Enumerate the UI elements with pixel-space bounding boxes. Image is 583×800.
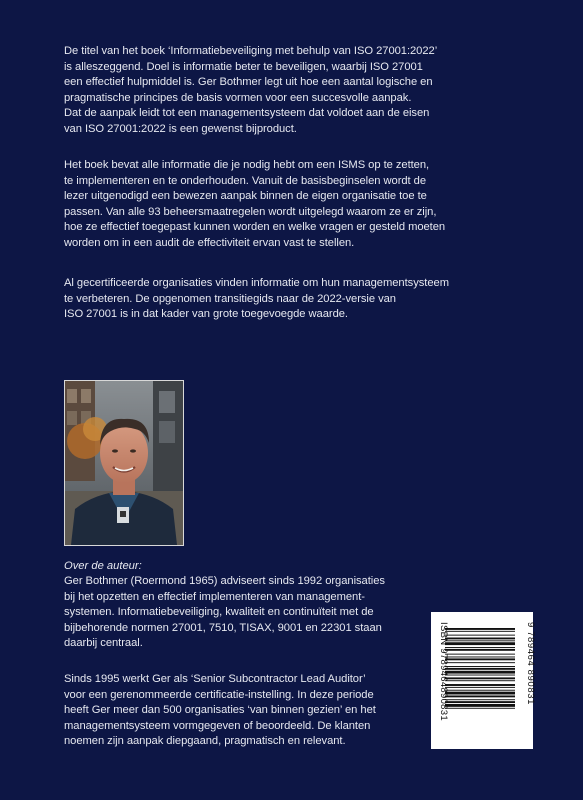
barcode-bar <box>445 658 515 660</box>
barcode-bar <box>445 635 515 636</box>
barcode-bars <box>445 628 515 709</box>
barcode-bar <box>445 680 515 681</box>
blurb-paragraph-3: Al gecertificeerde organisaties vinden informatie om hun managementsysteem te verbeteren. De opgenomen transitiegids naar de 2022-versie van ISO 27001 is in dat kader van grote toegevoegde waarde. <box>64 277 449 321</box>
blurb-paragraph-1: De titel van het boek ‘Informatiebeveiliging met behulp van ISO 27001:2022’ is alleszeggend. Doel is informatie beter te beveiligen, waarbij ISO 27001 een effectief hulpmiddel is. Ger Bothmer legt uit hoe een aantal logische en pragmatische principes de basis vormen voor een succesvolle aanpak. Dat de aanpak leidt tot een managementsysteem dat voldoet aan de eisen van ISO 27001:2022 is een gewenst bijproduct. <box>64 45 438 135</box>
author-photo <box>64 380 184 546</box>
blurb-paragraph-2: Het boek bevat alle informatie die je nodig hebt om een ISMS op te zetten, te implementeren en te onderhouden. Vanuit de basisbeginselen wordt de lezer uitgenodigd een bewezen aanpak binnen de eigen organisatie toe te passen. Van alle 93 beheersmaatregelen wordt uitgelegd waarom ze er zijn, hoe ze effectief toegepast kunnen worden en welke vragen er gesteld moeten worden om in een audit de effectiviteit ervan vast te stellen. <box>64 159 446 249</box>
barcode-bar <box>445 649 515 651</box>
barcode-bar <box>445 704 515 707</box>
barcode-bar <box>445 657 515 658</box>
barcode-bar <box>445 671 515 674</box>
barcode-bar <box>445 687 515 688</box>
barcode-bar <box>445 668 515 670</box>
barcode-bar <box>445 631 515 632</box>
barcode-bar <box>445 642 515 645</box>
barcode-bar <box>445 695 515 697</box>
barcode-bar <box>445 662 515 663</box>
barcode-bar <box>445 677 515 679</box>
barcode-bar <box>445 692 515 695</box>
barcode-bar <box>445 684 515 686</box>
isbn-barcode <box>431 612 536 749</box>
barcode-bar <box>445 701 515 703</box>
isbn-text: ISBN 9789464890831 <box>438 622 449 721</box>
barcode-bar <box>445 666 515 667</box>
author-heading: Over de auteur: <box>64 560 142 572</box>
barcode-bar <box>445 628 515 630</box>
barcode-bar <box>445 638 515 640</box>
barcode-digits: 9 789464 890831 <box>525 622 536 705</box>
barcode-bar <box>445 647 515 648</box>
barcode-bar <box>445 699 515 700</box>
barcode-bar <box>445 675 515 676</box>
author-bio-paragraph-2: Sinds 1995 werkt Ger als ‘Senior Subcontractor Lead Auditor’ voor een gerenommeerde certificatie-instelling. In deze periode heeft Ger meer dan 500 organisaties ‘van binnen gezien’ en het managementsysteem vormgegeven of beoordeeld. De klanten noemen zijn aanpak diepgaand, pragmatisch en relevant. <box>64 673 376 748</box>
barcode-bar <box>445 640 515 641</box>
author-bio-paragraph-1: Ger Bothmer (Roermond 1965) adviseert sinds 1992 organisaties bij het opzetten en effectief implementeren van management- systemen. Informatiebeveiliging, kwaliteit en continuïteit met de bijbehorende normen 27001, 7510, TISAX, 9001 en 22301 staan daarbij centraal. <box>64 575 385 650</box>
barcode-bar <box>445 690 515 691</box>
barcode-bar <box>445 708 515 709</box>
barcode-bar <box>445 654 515 655</box>
